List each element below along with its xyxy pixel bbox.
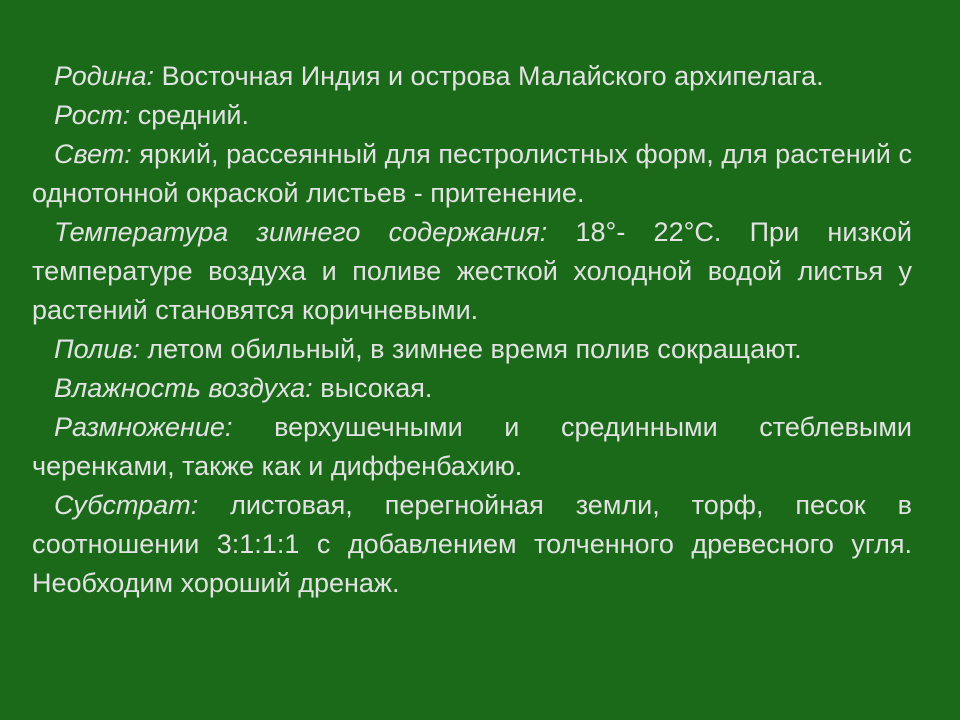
paragraph-temperature: [32, 213, 912, 330]
text-watering: летом обильный, в зимнее время полив сокращают.: [147, 334, 802, 364]
label-propagation: Размножение:: [54, 412, 233, 442]
label-substrate: Субстрат:: [54, 490, 199, 520]
label-watering: Полив:: [54, 334, 140, 364]
paragraph-light: [32, 135, 912, 213]
label-light: Свет:: [54, 139, 132, 169]
paragraph-substrate: [32, 486, 912, 603]
text-growth: средний.: [137, 100, 250, 130]
text-light: яркий, рассеянный для пестролистных форм, для растений с однотонной окраской листьев - притенение.: [32, 139, 912, 208]
label-humidity: Влажность воздуха:: [54, 373, 313, 403]
paragraph-propagation: [32, 408, 912, 486]
text-propagation: верхушечными и срединными стеблевыми черенками, также как и диффенбахию.: [32, 412, 912, 481]
paragraph-watering: [32, 330, 912, 369]
paragraph-origin: [32, 57, 912, 96]
text-humidity: высокая.: [320, 373, 433, 403]
label-growth: Рост:: [54, 100, 131, 130]
label-origin: Родина:: [54, 61, 155, 91]
text-temperature: 18°- 22°С. При низкой температуре воздуха и поливе жесткой холодной водой листья у растений становятся коричневыми.: [32, 217, 912, 325]
paragraph-humidity: [32, 369, 912, 408]
label-temperature: Температура зимнего содержания:: [54, 217, 548, 247]
paragraph-growth: [32, 96, 912, 135]
slide-body: [32, 57, 912, 603]
text-substrate: листовая, перегнойная земли, торф, песок в соотношении 3:1:1:1 с добавлением толченного древесного угля. Необходим хороший дренаж.: [32, 490, 912, 598]
text-origin: Восточная Индия и острова Малайского архипелага.: [161, 61, 824, 91]
